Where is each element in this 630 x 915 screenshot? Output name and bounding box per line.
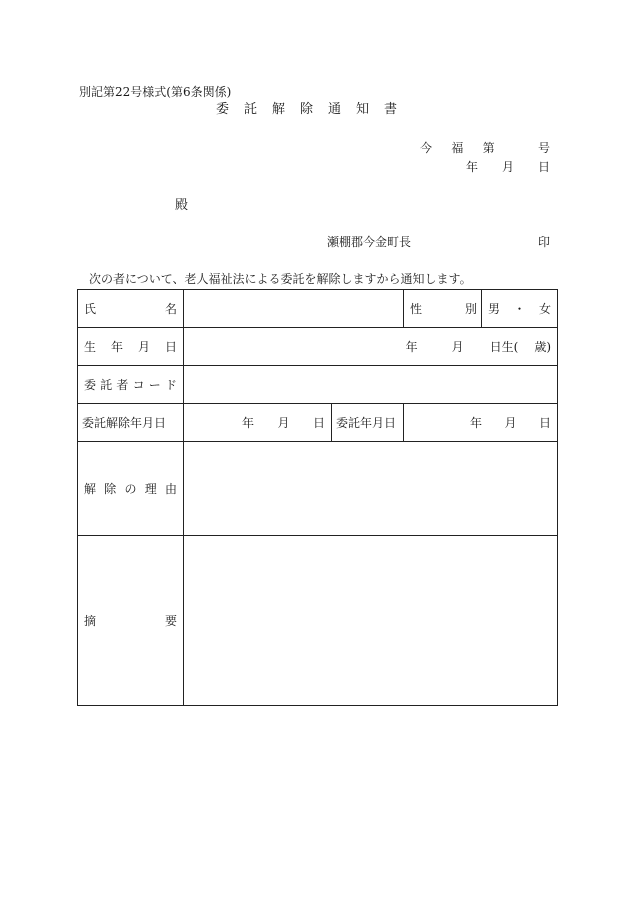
code-label-char: 者 xyxy=(116,378,129,392)
reason-label-char: の xyxy=(124,482,137,496)
ref-char: 今 xyxy=(420,141,433,155)
row-code xyxy=(78,366,558,404)
form-table xyxy=(77,289,558,706)
birth-label-char: 日 xyxy=(164,340,177,354)
summary-label-cell xyxy=(78,536,184,706)
cancel-date-label: 委託解除年月日 xyxy=(78,404,184,442)
code-label-char: 託 xyxy=(100,378,113,392)
entrust-date-field[interactable] xyxy=(404,404,558,442)
name-label-cell xyxy=(78,290,184,328)
birth-label-char: 生 xyxy=(84,340,97,354)
sex-label-char: 性 xyxy=(410,302,423,316)
reason-label-char: 解 xyxy=(84,482,97,496)
date-year: 年 xyxy=(466,160,479,174)
cancel-year: 年 xyxy=(242,416,255,430)
entrust-month: 月 xyxy=(504,416,517,430)
reason-label-char: 理 xyxy=(144,482,157,496)
sex-field[interactable] xyxy=(482,290,558,328)
code-label-char: ド xyxy=(164,378,177,392)
ref-char: 号 xyxy=(537,141,550,155)
entrust-date-label: 委託年月日 xyxy=(332,404,404,442)
reason-label-cell xyxy=(78,442,184,536)
name-field[interactable] xyxy=(184,290,404,328)
summary-label-char: 摘 xyxy=(84,614,97,628)
sex-label-cell xyxy=(404,290,482,328)
sex-separator: ・ xyxy=(513,302,526,316)
cancel-day: 日 xyxy=(312,416,325,430)
document-title: 委託解除通知書 xyxy=(216,102,413,117)
intro-text: 次の者について、老人福祉法による委託を解除しますから通知します。 xyxy=(89,272,472,286)
birth-day: 日生( xyxy=(489,340,519,354)
row-name xyxy=(78,290,558,328)
sex-male: 男 xyxy=(488,302,501,316)
cancel-month: 月 xyxy=(277,416,290,430)
ref-char: 福 xyxy=(451,141,464,155)
reason-label-char: 由 xyxy=(164,482,177,496)
birth-month: 月 xyxy=(451,340,464,354)
row-dates xyxy=(78,404,558,442)
reference-number xyxy=(420,142,550,154)
code-field[interactable] xyxy=(184,366,558,404)
name-label-char: 氏 xyxy=(84,302,97,316)
issue-date xyxy=(466,161,550,173)
reason-field[interactable] xyxy=(184,442,558,536)
date-month: 月 xyxy=(501,160,514,174)
form-number: 別記第22号様式(第6条関係) xyxy=(79,85,232,99)
birth-age: 歳) xyxy=(534,340,551,354)
sex-label-char: 別 xyxy=(464,302,477,316)
code-label-cell xyxy=(78,366,184,404)
ref-char: 第 xyxy=(482,141,495,155)
name-label-char: 名 xyxy=(164,302,177,316)
date-day: 日 xyxy=(537,160,550,174)
seal-mark: 印 xyxy=(538,235,551,249)
code-label-char: ー xyxy=(148,378,161,392)
birth-label-cell xyxy=(78,328,184,366)
birth-label-char: 月 xyxy=(137,340,150,354)
entrust-year: 年 xyxy=(470,416,483,430)
birth-field[interactable] xyxy=(184,328,558,366)
code-label-char: コ xyxy=(132,378,145,392)
code-label-char: 委 xyxy=(84,378,97,392)
reason-label-char: 除 xyxy=(104,482,117,496)
row-birth xyxy=(78,328,558,366)
addressee-suffix: 殿 xyxy=(175,198,189,213)
summary-field[interactable] xyxy=(184,536,558,706)
sender-name: 瀬棚郡今金町長 xyxy=(327,235,412,249)
cancel-date-field[interactable] xyxy=(184,404,332,442)
summary-label-char: 要 xyxy=(164,614,177,628)
birth-year: 年 xyxy=(405,340,418,354)
row-summary xyxy=(78,536,558,706)
row-reason xyxy=(78,442,558,536)
entrust-day: 日 xyxy=(538,416,551,430)
sex-female: 女 xyxy=(538,302,551,316)
birth-label-char: 年 xyxy=(110,340,123,354)
